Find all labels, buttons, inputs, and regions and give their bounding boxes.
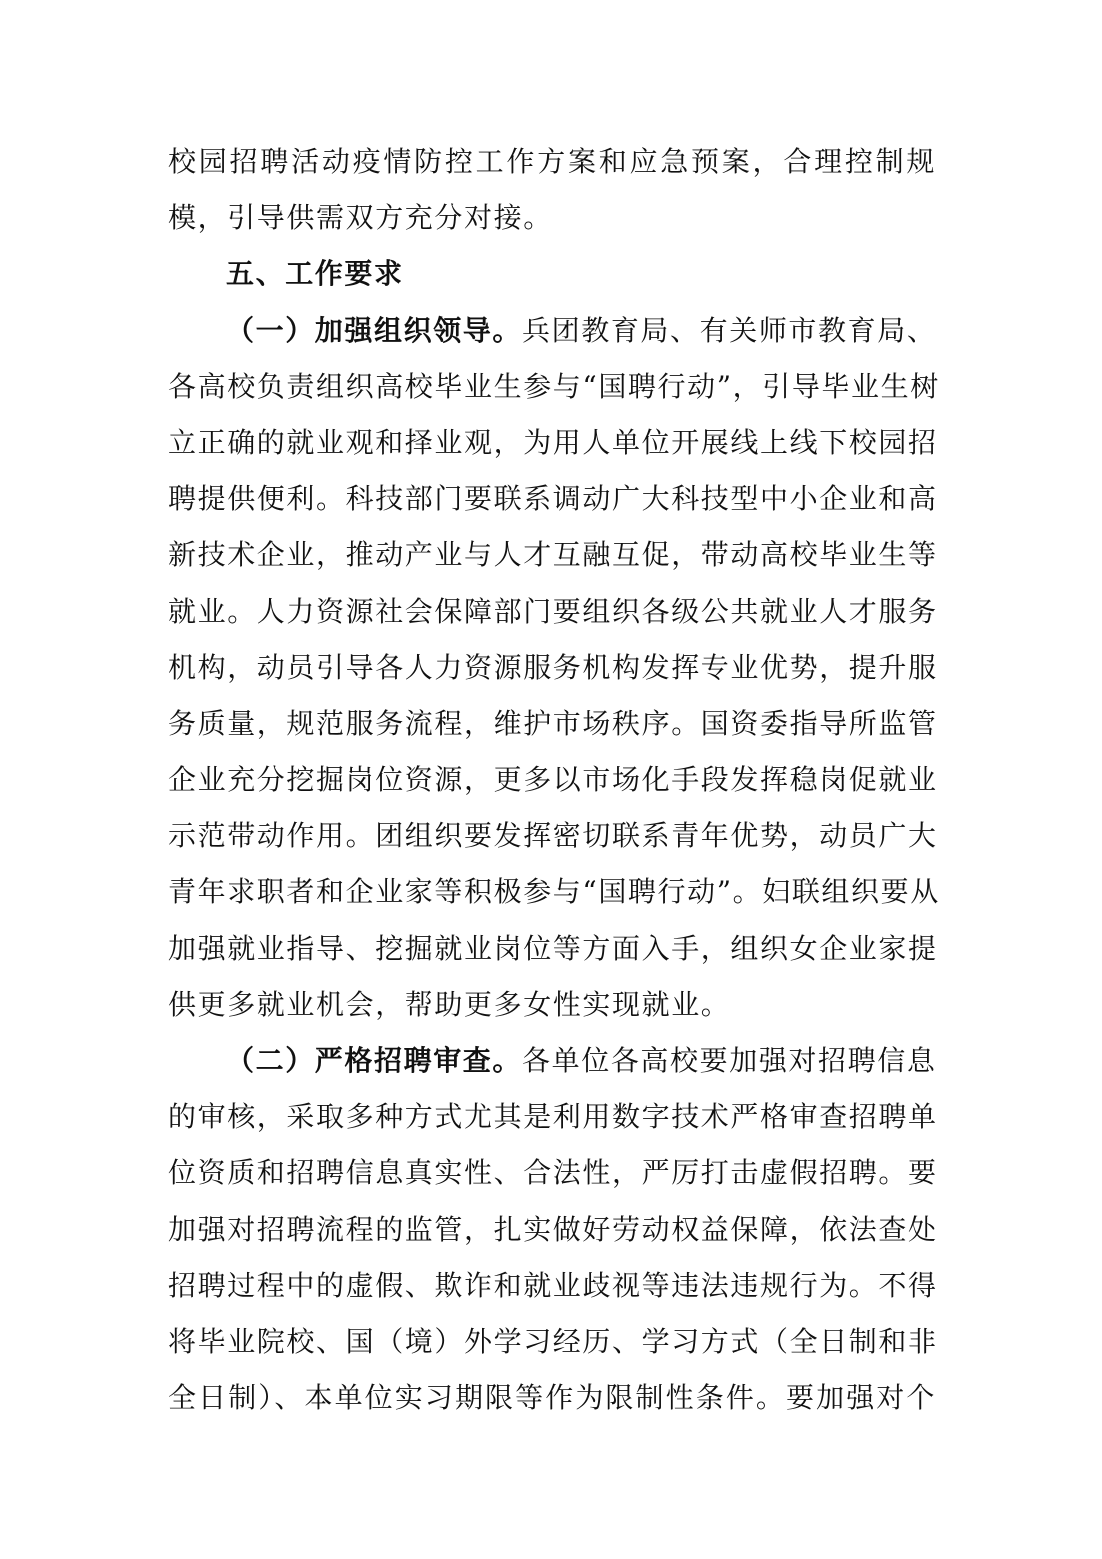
text-line [168, 921, 936, 977]
line-text: 供更多就业机会，帮助更多女性实现就业。 [168, 987, 731, 1021]
line-text: 机构，动员引导各人力资源服务机构发挥专业优势，提升服 [168, 650, 938, 684]
text-line [168, 752, 936, 808]
document-body [168, 134, 940, 1426]
text-line [168, 359, 940, 415]
text-line [168, 640, 936, 696]
line-text: 加强对招聘流程的监管，扎实做好劳动权益保障，依法查处 [168, 1212, 938, 1246]
text-line [168, 977, 936, 1033]
text-line [168, 696, 936, 752]
line-text: 各高校负责组织高校毕业生参与“国聘行动”，引导毕业生树 [168, 369, 940, 403]
line-text: 示范带动作用。团组织要发挥密切联系青年优势，动员广大 [168, 819, 938, 853]
text-line [168, 303, 936, 359]
text-line [168, 415, 936, 471]
text-line [168, 471, 936, 527]
sub-heading: （一）加强组织领导。 [226, 313, 523, 347]
text-line [168, 1033, 936, 1089]
text-line [168, 527, 936, 583]
line-text: 青年求职者和企业家等积极参与“国聘行动”。妇联组织要从 [168, 875, 940, 909]
line-text: 校园招聘活动疫情防控工作方案和应急预案，合理控制规 [168, 145, 936, 178]
line-text: 加强就业指导、挖掘就业岗位等方面入手，组织女企业家提 [168, 931, 938, 965]
line-text: 立正确的就业观和择业观，为用人单位开展线上线下校园招 [168, 425, 938, 459]
line-text: 兵团教育局、有关师市教育局、 [522, 313, 937, 347]
line-text: 全日制）、本单位实习期限等作为限制性条件。要加强对个 [168, 1381, 936, 1415]
line-text: 模，引导供需双方充分对接。 [168, 201, 553, 235]
line-text: 位资质和招聘信息真实性、合法性，严厉打击虚假招聘。要 [168, 1156, 938, 1190]
sub-heading: （二）严格招聘审查。 [226, 1044, 523, 1077]
line-text: 的审核，采取多种方式尤其是利用数字技术严格审查招聘单 [168, 1100, 938, 1134]
line-text: 各单位各高校要加强对招聘信息 [522, 1044, 937, 1077]
text-line [168, 190, 936, 246]
line-text: 务质量，规范服务流程，维护市场秩序。国资委指导所监管 [168, 706, 938, 740]
text-line [168, 584, 936, 640]
line-text: 就业。人力资源社会保障部门要组织各级公共就业人才服务 [168, 594, 938, 628]
section-heading-text: 五、工作要求 [226, 257, 404, 291]
text-line [168, 1258, 936, 1314]
text-line [168, 1202, 936, 1258]
text-line [168, 134, 936, 190]
text-line [168, 808, 936, 864]
line-text: 招聘过程中的虚假、欺诈和就业歧视等违法违规行为。不得 [168, 1268, 938, 1302]
text-line [168, 1089, 936, 1145]
line-text: 将毕业院校、国（境）外学习经历、学习方式（全日制和非 [168, 1324, 938, 1358]
text-line [168, 1314, 936, 1370]
line-text: 新技术企业，推动产业与人才互融互促，带动高校毕业生等 [168, 538, 938, 572]
text-line [168, 864, 940, 920]
line-text: 聘提供便利。科技部门要联系调动广大科技型中小企业和高 [168, 482, 938, 516]
section-heading [168, 246, 936, 302]
line-text: 企业充分挖掘岗位资源，更多以市场化手段发挥稳岗促就业 [168, 763, 938, 797]
text-line [168, 1145, 936, 1201]
text-line [168, 1370, 936, 1426]
